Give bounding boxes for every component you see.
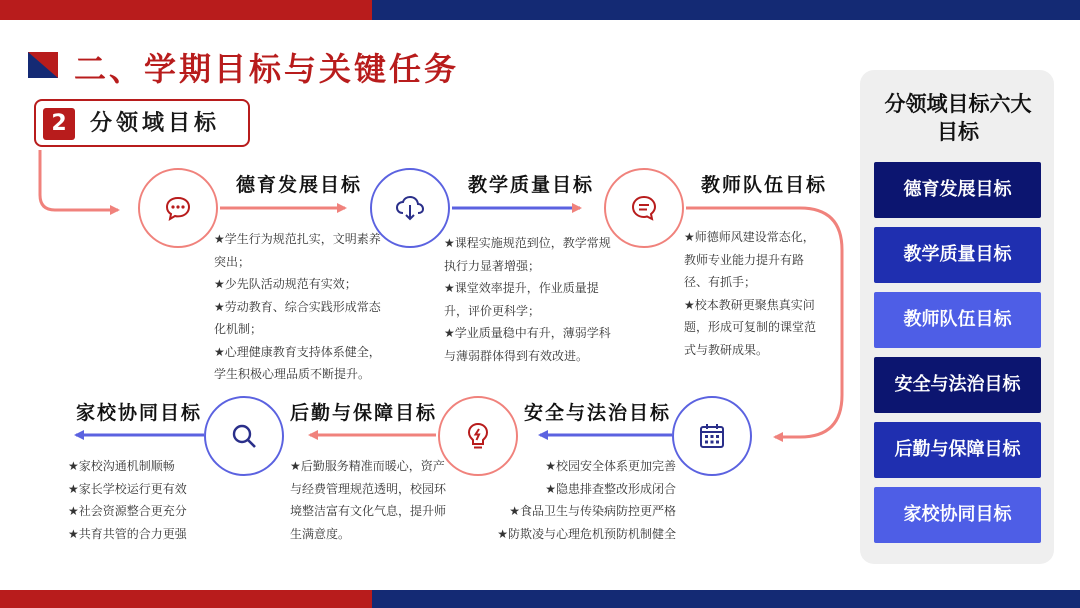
list-item: 学生行为规范扎实，文明素养突出； xyxy=(214,232,381,269)
goal-3-desc: ★师德师风建设常态化，教师专业能力提升有路径、有抓手； ★校本教研更聚焦真实问题，形成可复制的课堂范式与教研成果。 xyxy=(684,230,817,357)
goal-5-title: 后勤与保障目标 xyxy=(290,402,438,424)
calendar-icon xyxy=(697,421,727,451)
list-item: 劳动教育、综合实践形成常态化机制； xyxy=(214,299,381,336)
panel-button-safety[interactable]: 安全与法治目标 xyxy=(874,357,1041,413)
panel-button-logistics[interactable]: 后勤与保障目标 xyxy=(874,422,1041,478)
panel-button-moral[interactable]: 德育发展目标 xyxy=(874,162,1041,218)
list-item: 学业质量稳中有升，薄弱学科与薄弱群体得到有效改进。 xyxy=(444,326,611,363)
list-item: 心理健康教育支持体系健全，学生积极心理品质不断提升。 xyxy=(214,344,381,381)
page-title: 二、学期目标与关键任务 xyxy=(74,50,460,88)
list-item: 防欺凌与心理危机预防机制健全 xyxy=(507,526,676,541)
goal-6-title: 家校协同目标 xyxy=(76,402,203,424)
list-item: 共育共管的合力更强 xyxy=(78,526,187,541)
goal-6-desc: ★家校沟通机制顺畅 ★家长学校运行更有效 ★社会资源整合更充分 ★共育共管的合力更强 xyxy=(68,459,187,541)
list-item: 校园安全体系更加完善 xyxy=(555,459,676,473)
panel-button-home-school[interactable]: 家校协同目标 xyxy=(874,487,1041,543)
list-item: 家长学校运行更有效 xyxy=(78,481,187,496)
panel-button-teachers[interactable]: 教师队伍目标 xyxy=(874,292,1041,348)
goal-4-desc: ★校园安全体系更加完善 ★隐患排查整改形成闭合 ★食品卫生与传染病防控更严格 ★防欺凌与心理危机预防机制健全 xyxy=(497,459,676,541)
goal-3-title: 教师队伍目标 xyxy=(701,174,828,196)
list-item: 社会资源整合更充分 xyxy=(78,504,187,518)
lightbulb-icon xyxy=(463,420,493,452)
subheader-label: 分领域目标 xyxy=(90,111,221,136)
goal-4-title: 安全与法治目标 xyxy=(524,402,672,424)
list-item: 师德师风建设常态化，教师专业能力提升有路径、有抓手； xyxy=(684,230,815,289)
message-icon xyxy=(629,193,659,223)
list-item: 食品卫生与传染病防控更严格 xyxy=(519,504,676,518)
subheader-number: 2 xyxy=(43,108,75,140)
goal-5-desc: ★后勤服务精准而暖心，资产与经费管理规范透明，校园环境整洁富有文化气息，提升师生满意度。 xyxy=(290,459,447,541)
list-item: 家校沟通机制顺畅 xyxy=(78,459,175,473)
goal-1-desc: ★学生行为规范扎实，文明素养突出； ★少先队活动规范有实效； ★劳动教育、综合实践形成常态化机制； ★心理健康教育支持体系健全，学生积极心理品质不断提升。 xyxy=(214,232,381,381)
search-icon xyxy=(229,421,259,451)
goal-1-title: 德育发展目标 xyxy=(236,174,363,196)
cloud-download-icon xyxy=(394,193,426,223)
goal-4-circle xyxy=(672,396,752,476)
panel-button-teaching[interactable]: 教学质量目标 xyxy=(874,227,1041,283)
list-item: 课程实施规范到位，教学常规执行力显著增强； xyxy=(444,236,611,273)
list-item: 少先队活动规范有实效； xyxy=(224,277,357,291)
goal-1-circle xyxy=(138,168,218,248)
chat-bubble-icon xyxy=(163,193,193,223)
list-item: 校本教研更聚焦真实问题，形成可复制的课堂范式与教研成果。 xyxy=(684,297,817,357)
goal-2-title: 教学质量目标 xyxy=(468,174,595,196)
list-item: 课堂效率提升，作业质量提升，评价更科学； xyxy=(444,281,599,318)
list-item: 隐患排查整改形成闭合 xyxy=(555,481,676,496)
panel-title: 分领域目标六大目标 xyxy=(884,92,1032,144)
list-item: 后勤服务精准而暖心，资产与经费管理规范透明，校园环境整洁富有文化气息，提升师生满意度。 xyxy=(290,459,447,541)
goal-2-desc: ★课程实施规范到位，教学常规执行力显著增强； ★课堂效率提升，作业质量提升，评价更科学； ★学业质量稳中有升，薄弱学科与薄弱群体得到有效改进。 xyxy=(444,236,611,363)
